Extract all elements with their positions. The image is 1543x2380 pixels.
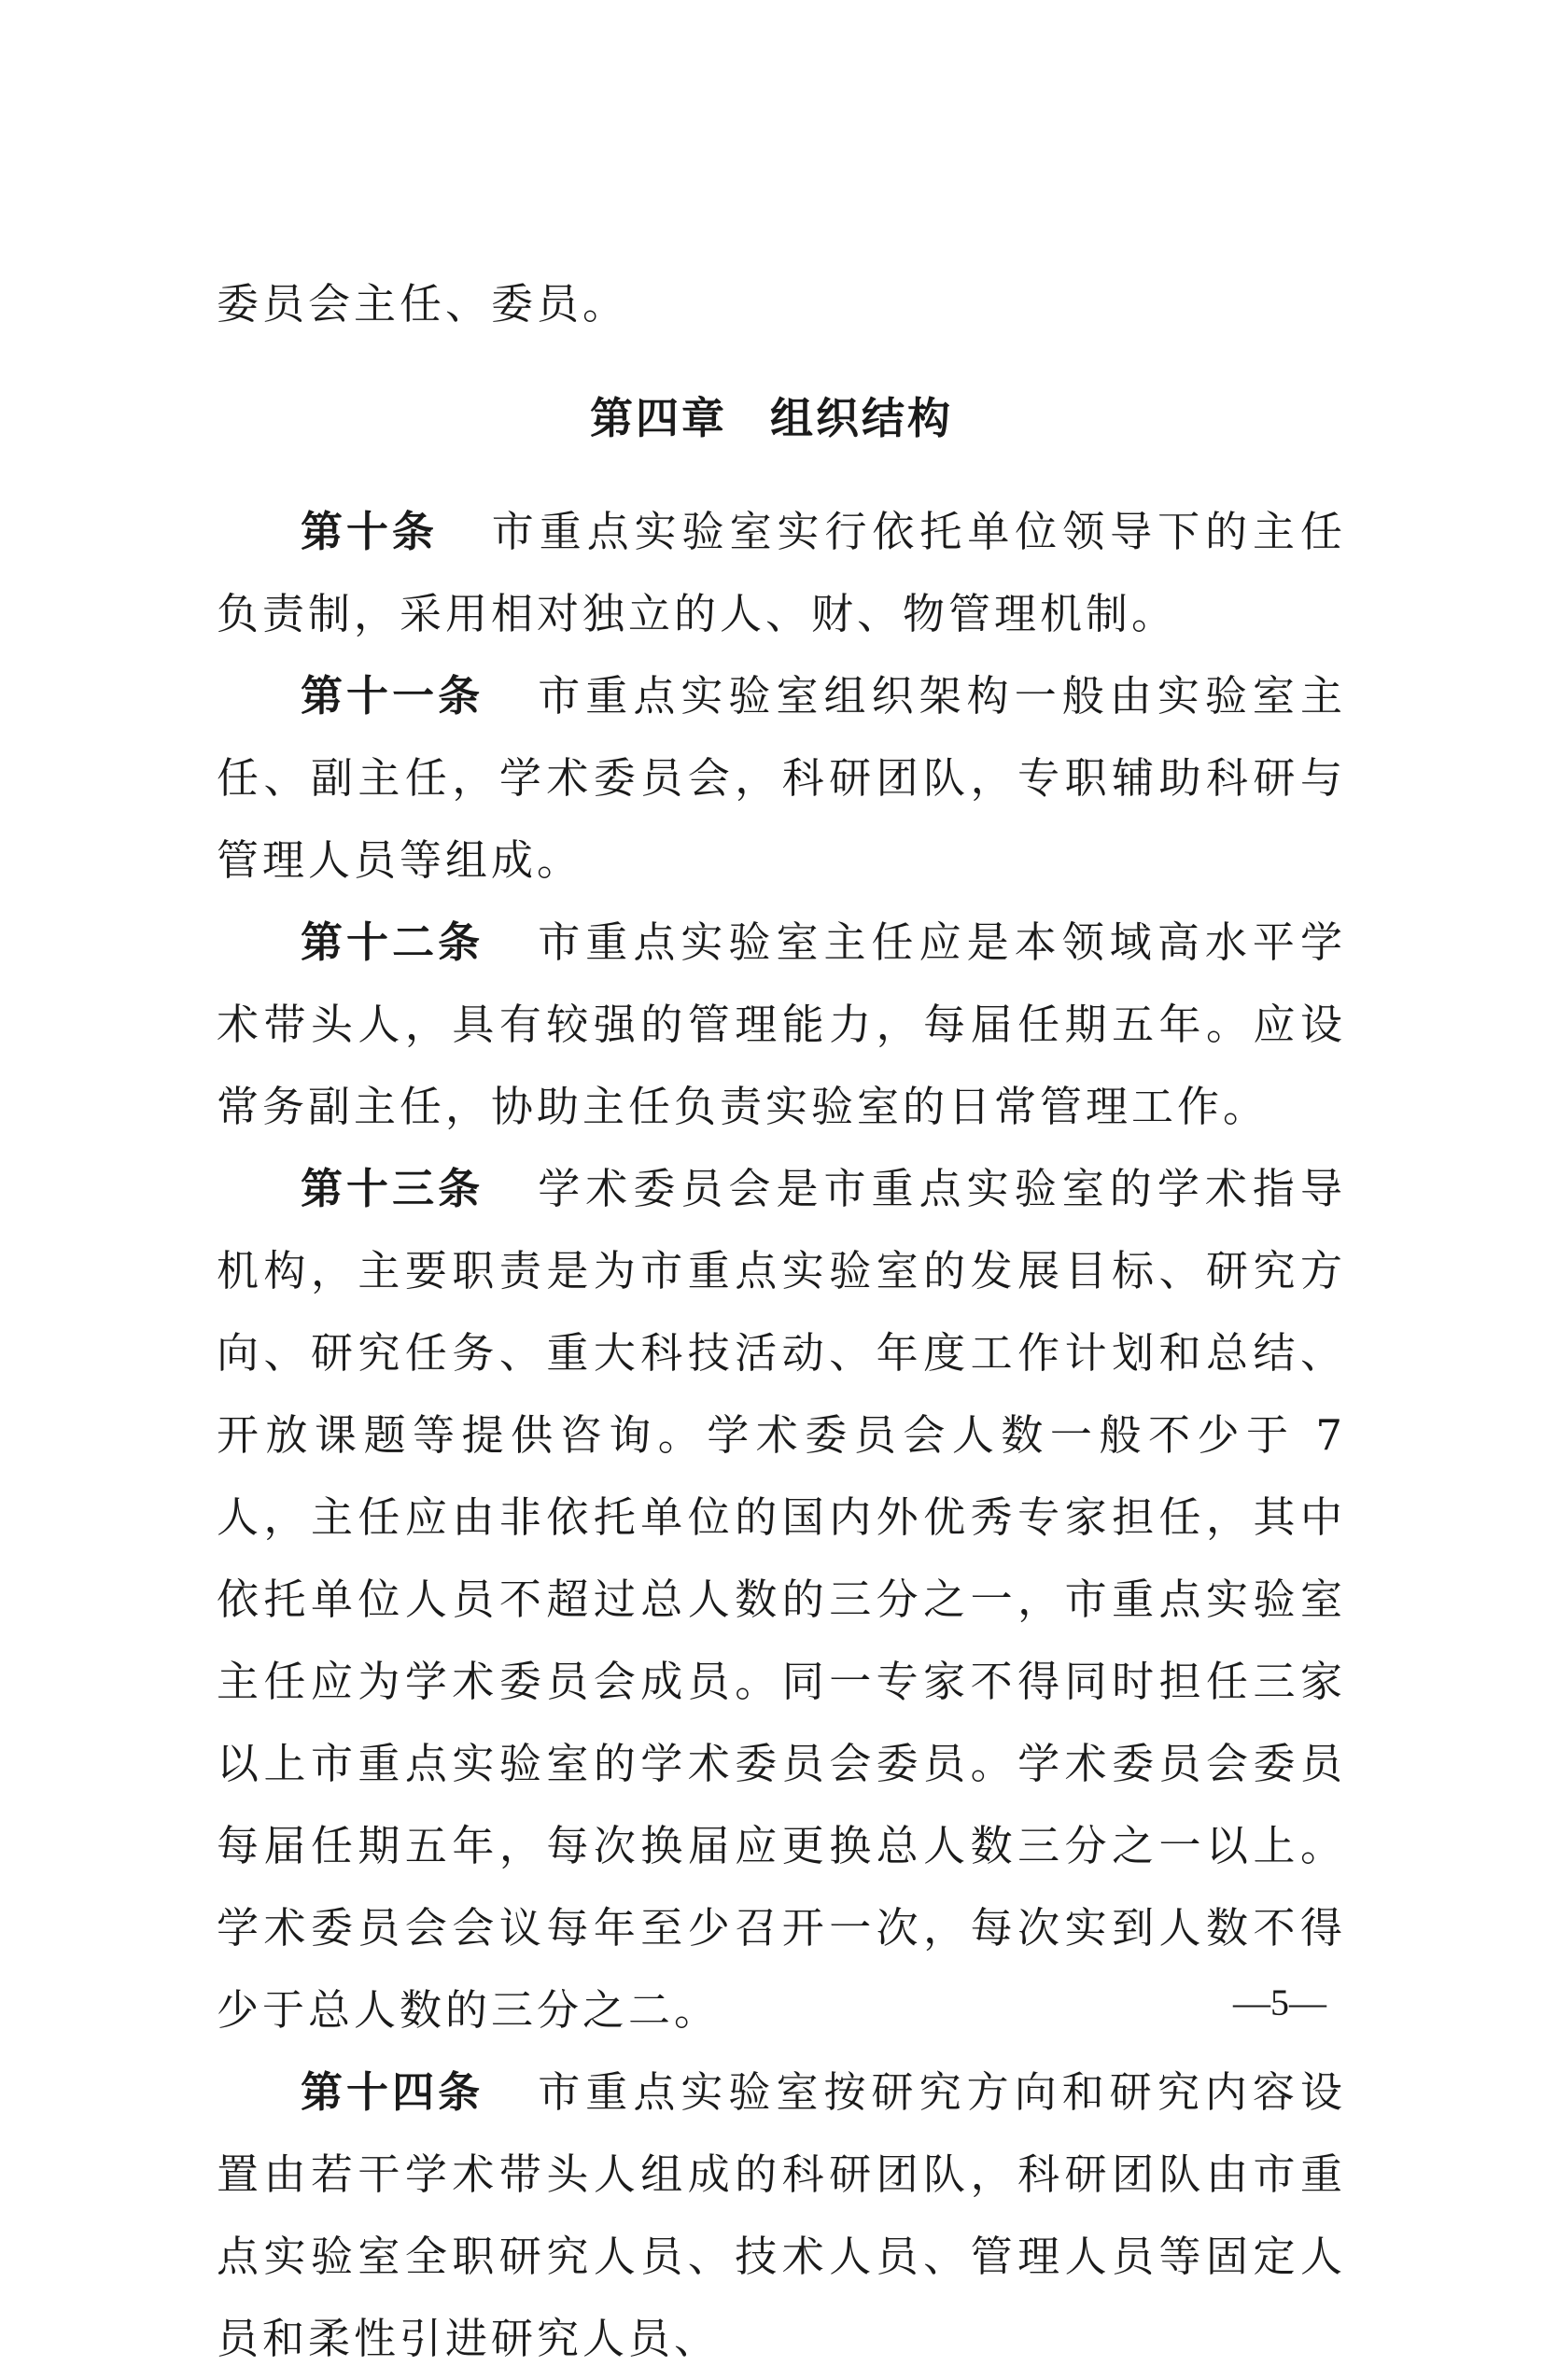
article-paragraph <box>217 1148 1346 2051</box>
continuation-paragraph <box>217 263 1346 345</box>
article-number: 第十二条 <box>301 917 484 967</box>
page-number: —5— <box>1233 1981 1326 2023</box>
article-paragraph <box>217 491 1346 655</box>
article-number: 第十条 <box>301 507 438 556</box>
article-text: 学术委员会是市重点实验室的学术指导机构，主要职责是为市重点实验室的发展目标、研究方向、研究任务、重大科技活动、年度工作计划和总结、开放课题等提供咨询。学术委员会人数一般不少于 7 人，主任应由非依托单位的国内外优秀专家担任，其中依托单位人员不超过总人数的三分之一，市重点实验室主任应为学术委员会成员。同一专家不得同时担任三家以上市重点实验室的学术委员会委员。学术委员会委员每届任期五年，每次换届应更换总人数三分之一以上。学术委员会会议每年至少召开一次，每次实到人数不得少于总人数的三分之二。 <box>217 1164 1346 2035</box>
article-text: 市重点实验室主任应是本领域高水平学术带头人，具有较强的管理能力，每届任期五年。应设常务副主任，协助主任负责实验室的日常管理工作。 <box>217 917 1346 1131</box>
continuation-text: 委员会主任、委员。 <box>217 279 629 329</box>
chapter-title: 组织结构 <box>770 393 953 443</box>
article-paragraph <box>217 902 1346 1148</box>
article-number: 第十四条 <box>301 2067 484 2117</box>
article-text: 市重点实验室按研究方向和研究内容设置由若干学术带头人组成的科研团队，科研团队由市重点实验室全职研究人员、技术人员、管理人员等固定人员和柔性引进研究人员、 <box>217 2067 1346 2363</box>
chapter-number: 第四章 <box>590 393 727 443</box>
article-text: 市重点实验室组织架构一般由实验室主任、副主任，学术委员会，科研团队，专职辅助科研与管理人员等组成。 <box>217 671 1346 885</box>
article-number: 第十三条 <box>301 1164 484 1213</box>
article-text: 市重点实验室实行依托单位领导下的主任负责制，采用相对独立的人、财、物管理机制。 <box>217 507 1346 638</box>
article-paragraph <box>217 655 1346 902</box>
article-number: 第十一条 <box>301 671 484 721</box>
chapter-heading <box>0 381 1543 455</box>
articles-body <box>217 491 1346 2380</box>
article-paragraph <box>217 2051 1346 2380</box>
